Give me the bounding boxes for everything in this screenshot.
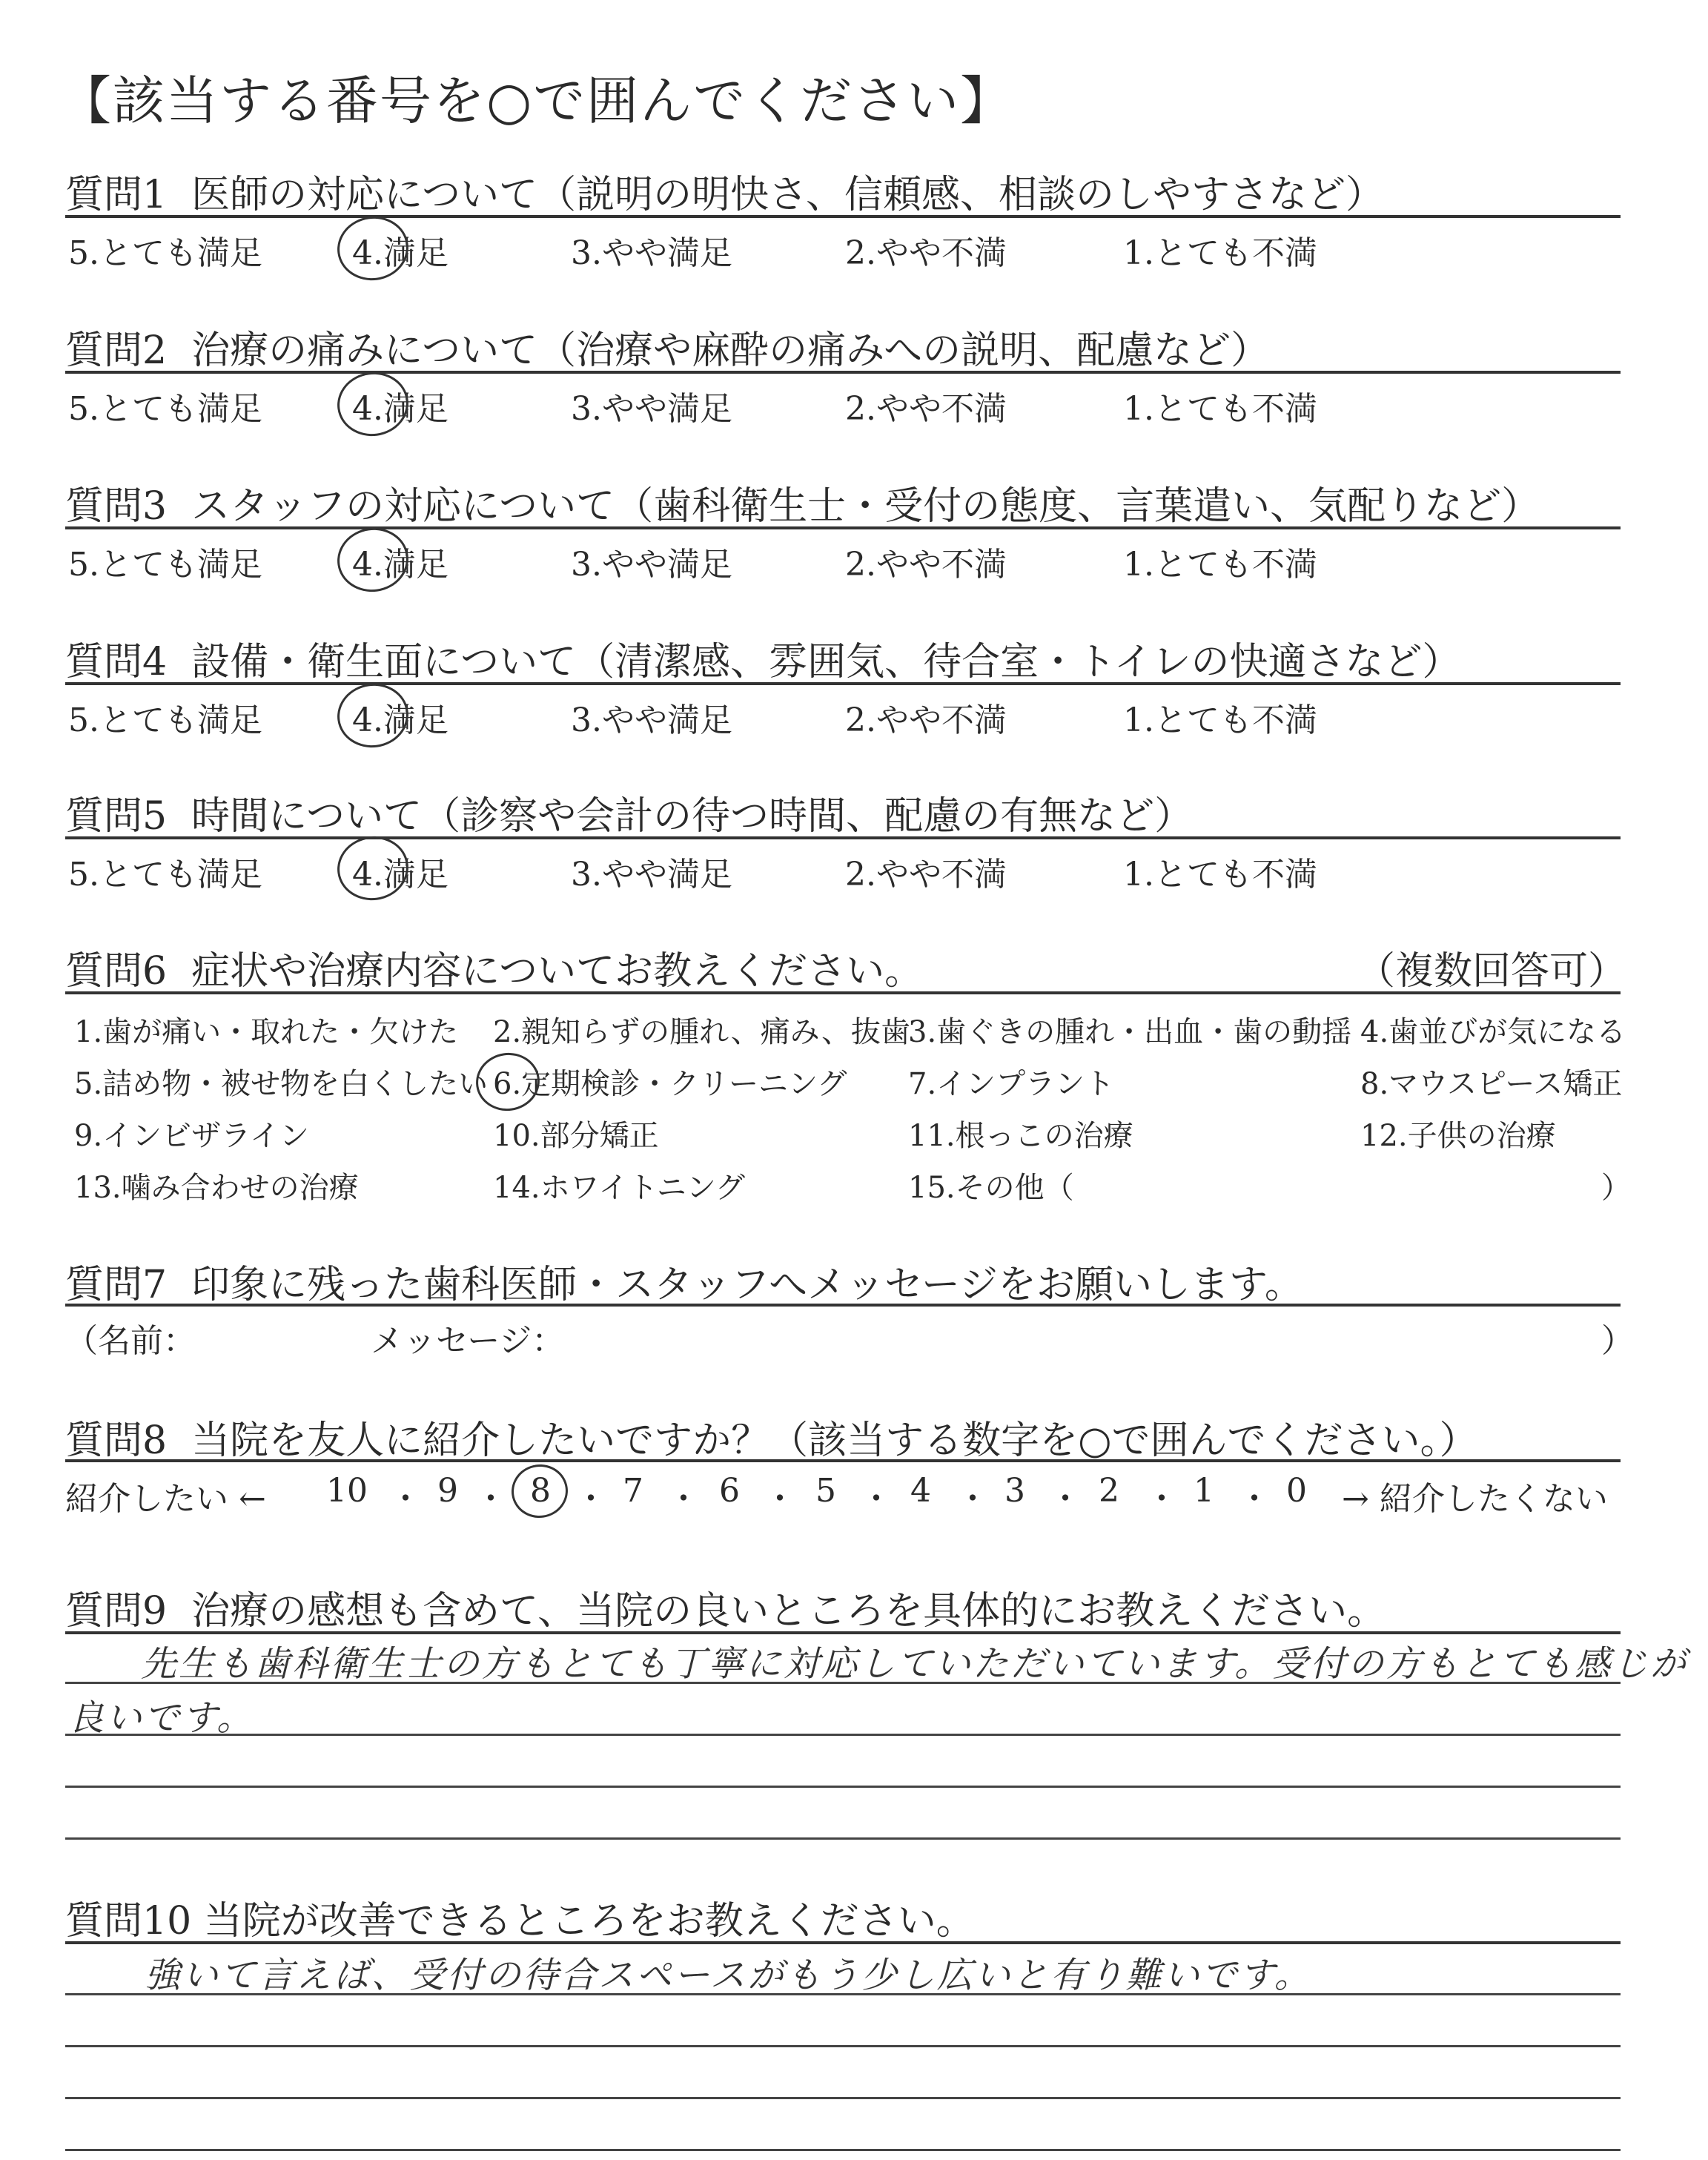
question-2 <box>65 319 1269 374</box>
q4-option-3[interactable]: 3.やや満足 <box>571 701 732 739</box>
q4-option-1[interactable]: 1.とても不満 <box>1123 701 1317 739</box>
question-2-text: 治療の痛みについて（治療や麻酔の痛みへの説明、配慮など） <box>191 328 1270 373</box>
q6-option-14[interactable]: 14.ホワイトニング <box>493 1171 746 1205</box>
scale-dot: ・ <box>474 1480 507 1518</box>
q1-option-3[interactable]: 3.やや満足 <box>571 234 732 272</box>
q10-answer-line-1: 強いて言えば、受付の待合スペースがもう少し広いと有り難いです。 <box>145 1955 1312 1996</box>
answer-line <box>65 2045 1621 2047</box>
scale-dot: ・ <box>667 1480 700 1518</box>
q6-option-3[interactable]: 3.歯ぐきの腫れ・出血・歯の動揺 <box>908 1015 1352 1049</box>
scale-6[interactable]: 6 <box>719 1472 740 1510</box>
q5-option-2[interactable]: 2.やや不満 <box>845 856 1007 894</box>
scale-4[interactable]: 4 <box>910 1472 931 1510</box>
q1-option-5[interactable]: 5.とても満足 <box>68 234 262 272</box>
name-label: （名前： <box>65 1322 196 1360</box>
q5-option-4[interactable]: 4.満足 <box>352 856 448 894</box>
scale-1[interactable]: 1 <box>1194 1472 1214 1510</box>
q1-option-1[interactable]: 1.とても不満 <box>1123 234 1317 272</box>
question-4-label: 質問4 <box>65 640 168 684</box>
scale-0[interactable]: 0 <box>1286 1472 1307 1510</box>
q2-option-5[interactable]: 5.とても満足 <box>68 390 262 428</box>
q2-option-3[interactable]: 3.やや満足 <box>571 390 732 428</box>
question-5 <box>65 785 1193 840</box>
message-label: メッセージ： <box>371 1322 565 1360</box>
q4-option-4[interactable]: 4.満足 <box>352 701 448 739</box>
divider <box>65 682 1621 685</box>
q3-option-5[interactable]: 5.とても満足 <box>68 546 262 584</box>
q6-option-13[interactable]: 13.噛み合わせの治療 <box>74 1171 359 1205</box>
question-8-text: 当院を友人に紹介したいですか？（該当する数字を○で囲んでください。） <box>191 1418 1478 1463</box>
selection-circle <box>333 368 412 441</box>
q6-other-close-paren: ） <box>1601 1171 1631 1205</box>
q7-close-paren: ） <box>1601 1322 1634 1360</box>
question-9 <box>65 1579 1386 1635</box>
q2-option-1[interactable]: 1.とても不満 <box>1123 390 1317 428</box>
selection-circle <box>472 1048 543 1114</box>
question-5-text: 時間について（診察や会計の待つ時間、配慮の有無など） <box>191 794 1194 839</box>
divider <box>65 215 1621 218</box>
question-6-label: 質問6 <box>65 949 168 994</box>
recommend-right-label: → 紹介したくない <box>1342 1480 1608 1518</box>
selection-circle <box>508 1461 571 1522</box>
question-7 <box>65 1253 1303 1309</box>
q6-option-12[interactable]: 12.子供の治療 <box>1360 1119 1556 1153</box>
q1-option-4[interactable]: 4.満足 <box>352 234 448 272</box>
scale-dot: ・ <box>956 1480 989 1518</box>
scale-dot: ・ <box>1049 1480 1082 1518</box>
q6-option-9[interactable]: 9.インビザライン <box>74 1119 309 1153</box>
question-9-label: 質問9 <box>65 1589 168 1634</box>
question-3 <box>65 475 1540 530</box>
scale-9[interactable]: 9 <box>437 1472 458 1510</box>
q6-option-7[interactable]: 7.インプラント <box>908 1067 1115 1101</box>
scale-7[interactable]: 7 <box>623 1472 643 1510</box>
q2-option-2[interactable]: 2.やや不満 <box>845 390 1007 428</box>
q5-option-1[interactable]: 1.とても不満 <box>1123 856 1317 894</box>
divider <box>65 526 1621 529</box>
answer-line <box>65 2149 1621 2151</box>
question-7-text: 印象に残った歯科医師・スタッフへメッセージをお願いします。 <box>191 1263 1303 1307</box>
selection-circle <box>333 679 412 753</box>
scale-10[interactable]: 10 <box>326 1472 368 1510</box>
multiple-answers-note: （複数回答可） <box>1357 949 1627 994</box>
q9-answer-line-1: 先生も歯科衛生士の方もとても丁寧に対応していただいています。受付の方もとても感じが <box>141 1643 1689 1685</box>
question-4-text: 設備・衛生面について（清潔感、雰囲気、待合室・トイレの快適さなど） <box>191 640 1461 684</box>
q9-answer-line-2: 良いです。 <box>68 1697 255 1739</box>
question-8 <box>65 1409 1478 1464</box>
question-10-text: 当院が改善できるところをお教えください。 <box>203 1899 975 1943</box>
divider <box>65 836 1621 839</box>
answer-line <box>65 1734 1621 1736</box>
q6-option-1[interactable]: 1.歯が痛い・取れた・欠けた <box>74 1015 459 1049</box>
q6-option-2[interactable]: 2.親知らずの腫れ、痛み、抜歯 <box>493 1015 910 1049</box>
q4-option-5[interactable]: 5.とても満足 <box>68 701 262 739</box>
divider <box>65 371 1621 374</box>
scale-dot: ・ <box>575 1480 607 1518</box>
scale-dot: ・ <box>860 1480 893 1518</box>
question-10 <box>65 1889 975 1945</box>
q2-option-4[interactable]: 4.満足 <box>352 390 448 428</box>
question-3-text: スタッフの対応について（歯科衛生士・受付の態度、言葉遣い、気配りなど） <box>191 484 1540 529</box>
scale-dot: ・ <box>389 1480 422 1518</box>
q6-option-15[interactable]: 15.その他（ <box>908 1171 1074 1205</box>
question-5-label: 質問5 <box>65 794 168 839</box>
answer-line <box>65 1786 1621 1788</box>
scale-2[interactable]: 2 <box>1099 1472 1119 1510</box>
divider <box>65 1459 1621 1462</box>
question-2-label: 質問2 <box>65 328 168 373</box>
selection-circle <box>333 524 412 597</box>
divider <box>65 1304 1621 1307</box>
scale-dot: ・ <box>1238 1480 1271 1518</box>
q6-option-6[interactable]: 6.定期検診・クリーニング <box>493 1067 847 1101</box>
q3-option-4[interactable]: 4.満足 <box>352 546 448 584</box>
scale-5[interactable]: 5 <box>815 1472 836 1510</box>
question-9-text: 治療の感想も含めて、当院の良いところを具体的にお教えください。 <box>191 1589 1386 1634</box>
question-6 <box>65 939 923 995</box>
answer-line <box>65 1682 1621 1684</box>
question-1 <box>65 163 1384 219</box>
question-4 <box>65 630 1461 686</box>
question-3-label: 質問3 <box>65 484 168 529</box>
scale-3[interactable]: 3 <box>1004 1472 1025 1510</box>
answer-line <box>65 1837 1621 1840</box>
question-1-text: 医師の対応について（説明の明快さ、信頼感、相談のしやすさなど） <box>191 173 1385 217</box>
divider <box>65 1941 1621 1944</box>
answer-line <box>65 2097 1621 2099</box>
question-8-label: 質問8 <box>65 1418 168 1463</box>
question-1-label: 質問1 <box>65 173 168 217</box>
divider <box>65 991 1621 994</box>
q5-option-5[interactable]: 5.とても満足 <box>68 856 262 894</box>
q3-option-1[interactable]: 1.とても不満 <box>1123 546 1317 584</box>
q5-option-3[interactable]: 3.やや満足 <box>571 856 732 894</box>
question-10-label: 質問10 <box>65 1899 192 1943</box>
q1-option-2[interactable]: 2.やや不満 <box>845 234 1007 272</box>
form-header: 【該当する番号を○で囲んでください】 <box>59 70 1014 131</box>
recommend-left-label: 紹介したい ← <box>65 1480 266 1518</box>
answer-line <box>65 1993 1621 1995</box>
q6-option-5[interactable]: 5.詰め物・被せ物を白くしたい <box>74 1067 489 1101</box>
q4-option-2[interactable]: 2.やや不満 <box>845 701 1007 739</box>
q3-option-2[interactable]: 2.やや不満 <box>845 546 1007 584</box>
selection-circle <box>333 212 412 285</box>
q6-option-11[interactable]: 11.根っこの治療 <box>908 1119 1133 1153</box>
scale-8[interactable]: 8 <box>530 1472 551 1510</box>
scale-dot: ・ <box>1145 1480 1178 1518</box>
question-6-text: 症状や治療内容についてお教えください。 <box>191 949 924 994</box>
divider <box>65 1631 1621 1634</box>
question-7-label: 質問7 <box>65 1263 168 1307</box>
q6-option-4[interactable]: 4.歯並びが気になる <box>1360 1015 1626 1049</box>
q6-option-8[interactable]: 8.マウスピース矯正 <box>1360 1067 1623 1101</box>
q6-option-10[interactable]: 10.部分矯正 <box>493 1119 659 1153</box>
q3-option-3[interactable]: 3.やや満足 <box>571 546 732 584</box>
scale-dot: ・ <box>764 1480 796 1518</box>
